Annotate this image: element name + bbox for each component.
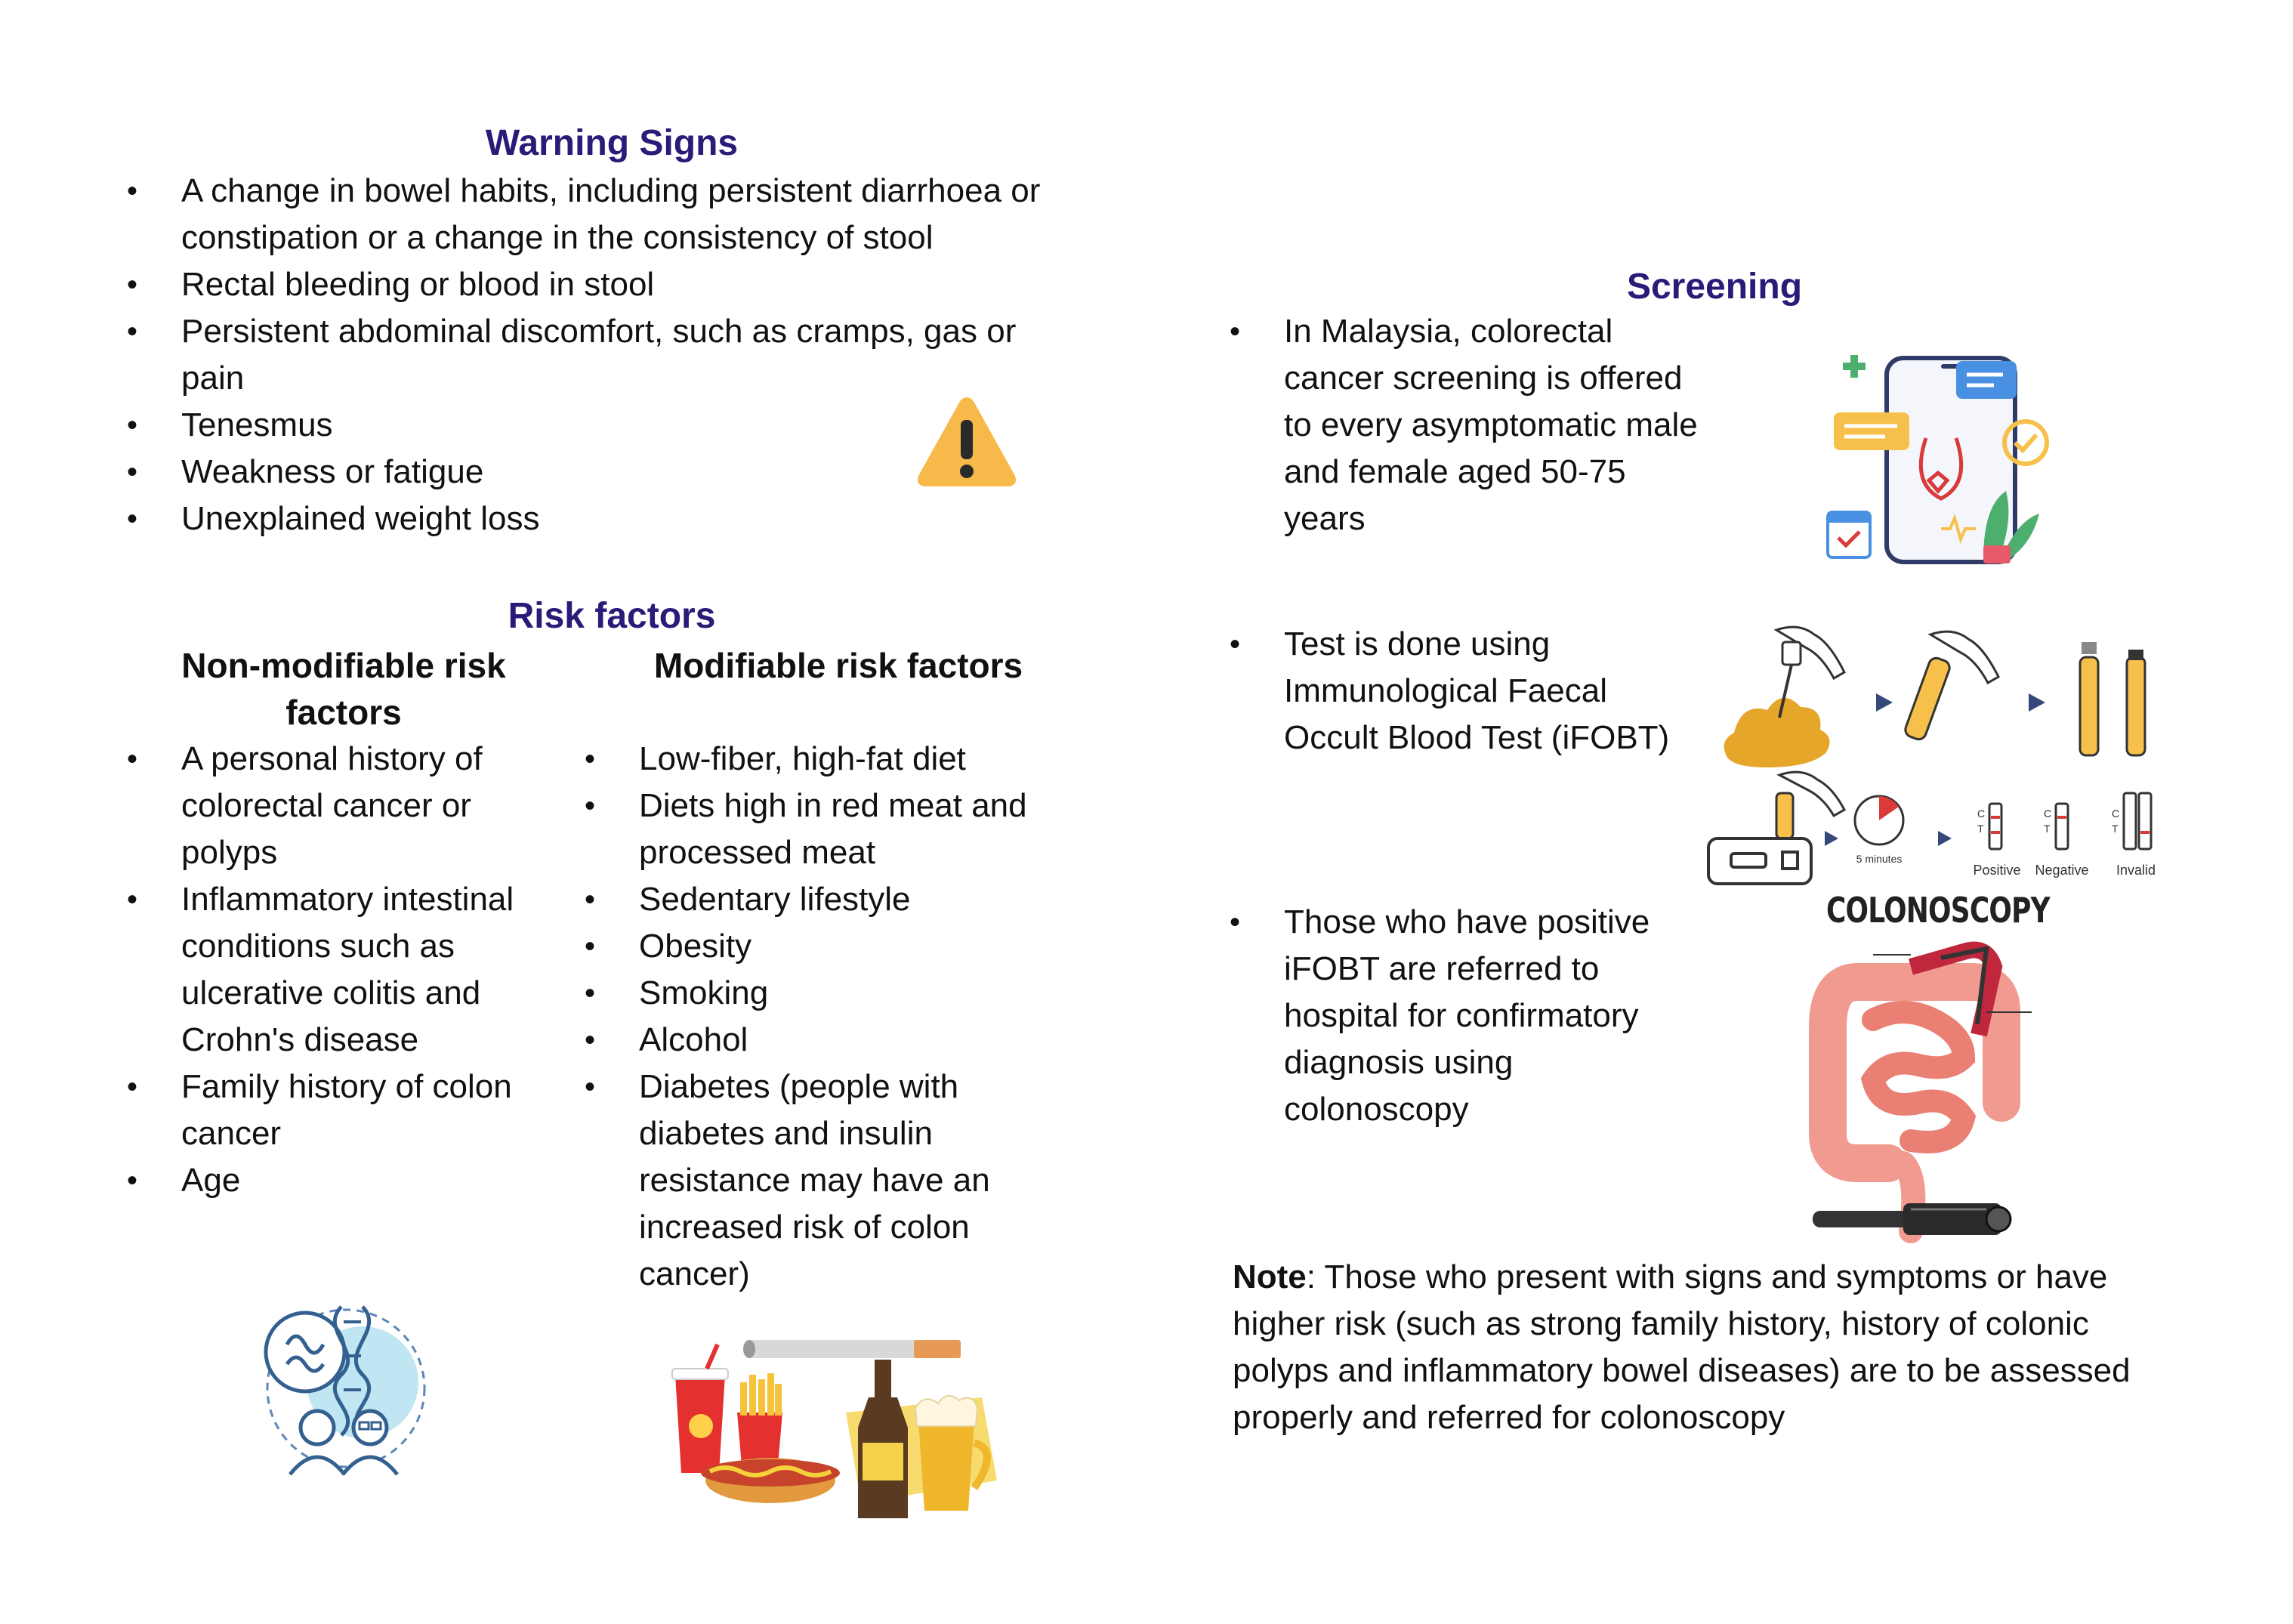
result-negative bbox=[2035, 804, 2088, 878]
list-item: • Sedentary lifestyle bbox=[639, 876, 1062, 923]
svg-text:Invalid: Invalid bbox=[2116, 863, 2156, 878]
svg-text:Negative: Negative bbox=[2035, 863, 2089, 878]
warning-triangle-icon bbox=[914, 393, 1020, 491]
list-item: • A change in bowel habits, including persistent diarrhoea or constipation or a change in the consistency of stool bbox=[181, 168, 1088, 261]
colonoscopy-illustration bbox=[1805, 937, 2032, 1239]
result-positive bbox=[1973, 804, 2020, 878]
timer-label: 5 minutes bbox=[1856, 853, 1903, 865]
list-item: • Age bbox=[181, 1157, 574, 1204]
note-paragraph bbox=[1233, 1254, 2192, 1441]
screening-item bbox=[1230, 899, 1677, 1133]
non-modifiable-list bbox=[181, 736, 574, 1204]
list-item: • Diabetes (people with diabetes and insulin resistance may have an increased risk of colon cancer) bbox=[639, 1064, 1062, 1298]
screening-item-text: Test is done using Immunological Faecal Occult Blood Test (iFOBT) bbox=[1284, 625, 1670, 756]
bullet: • bbox=[1230, 628, 1241, 661]
list-item: • Obesity bbox=[639, 923, 1062, 970]
list-item: • Unexplained weight loss bbox=[181, 496, 1088, 542]
bullet: • bbox=[1230, 315, 1241, 348]
list-item: • Inflammatory intestinal conditions such as ulcerative colitis and Crohn's disease bbox=[181, 876, 574, 1064]
list-item: • Persistent abdominal discomfort, such as cramps, gas or pain bbox=[181, 308, 1072, 402]
list-item: • A personal history of colorectal cancer or polyps bbox=[181, 736, 574, 876]
warning-signs-title: Warning Signs bbox=[485, 123, 739, 163]
svg-text:T: T bbox=[2044, 823, 2051, 835]
modifiable-list bbox=[639, 736, 1062, 1298]
svg-text:Positive: Positive bbox=[1973, 863, 2021, 878]
screening-item-text: Those who have positive iFOBT are referred to hospital for confirmatory diagnosis using colonoscopy bbox=[1284, 903, 1650, 1128]
dna-family-illustration bbox=[257, 1299, 431, 1480]
list-item: • Alcohol bbox=[639, 1017, 1062, 1064]
phone-health-illustration bbox=[1828, 347, 2069, 574]
screening-title: Screening bbox=[1626, 267, 1803, 307]
screening-item bbox=[1230, 621, 1677, 761]
list-item: • Weakness or fatigue bbox=[181, 449, 1088, 496]
colonoscopy-title: COLONOSCOPY bbox=[1826, 890, 2050, 931]
list-item: • Diets high in red meat and processed meat bbox=[639, 783, 1062, 876]
svg-text:C: C bbox=[1977, 807, 1986, 820]
ifobt-process-illustration bbox=[1704, 619, 2172, 891]
screening-item-text: In Malaysia, colorectal cancer screening is offered to every asymptomatic male and female aged 50-75 years bbox=[1284, 313, 1698, 537]
colonoscope-tube-illustration bbox=[1813, 1197, 2009, 1243]
list-item: • Smoking bbox=[639, 970, 1062, 1017]
svg-text:T: T bbox=[1977, 823, 1984, 835]
svg-text:T: T bbox=[2112, 823, 2119, 835]
result-invalid bbox=[2112, 793, 2156, 878]
list-item: • Rectal bleeding or blood in stool bbox=[181, 261, 1088, 308]
screening-item bbox=[1230, 308, 1707, 542]
svg-text:C: C bbox=[2044, 807, 2052, 820]
list-item: • Tenesmus bbox=[181, 402, 1088, 449]
list-item: • Family history of colon cancer bbox=[181, 1064, 574, 1157]
modifiable-title: Modifiable risk factors bbox=[653, 646, 1023, 685]
list-item: • Low-fiber, high-fat diet bbox=[639, 736, 1062, 783]
risk-factors-title: Risk factors bbox=[508, 596, 716, 636]
svg-text:C: C bbox=[2112, 807, 2120, 820]
non-modifiable-title: Non-modifiable risk factors bbox=[181, 646, 506, 732]
note-label: Note bbox=[1233, 1258, 1307, 1295]
bullet: • bbox=[1230, 906, 1241, 939]
note-text: : Those who present with signs and symptoms or have higher risk (such as strong family history, history of colonic polyps and inflammatory bowel diseases) are to be assessed properly and referred for colonoscopy bbox=[1233, 1258, 2131, 1436]
lifestyle-risk-illustration bbox=[665, 1329, 1012, 1526]
